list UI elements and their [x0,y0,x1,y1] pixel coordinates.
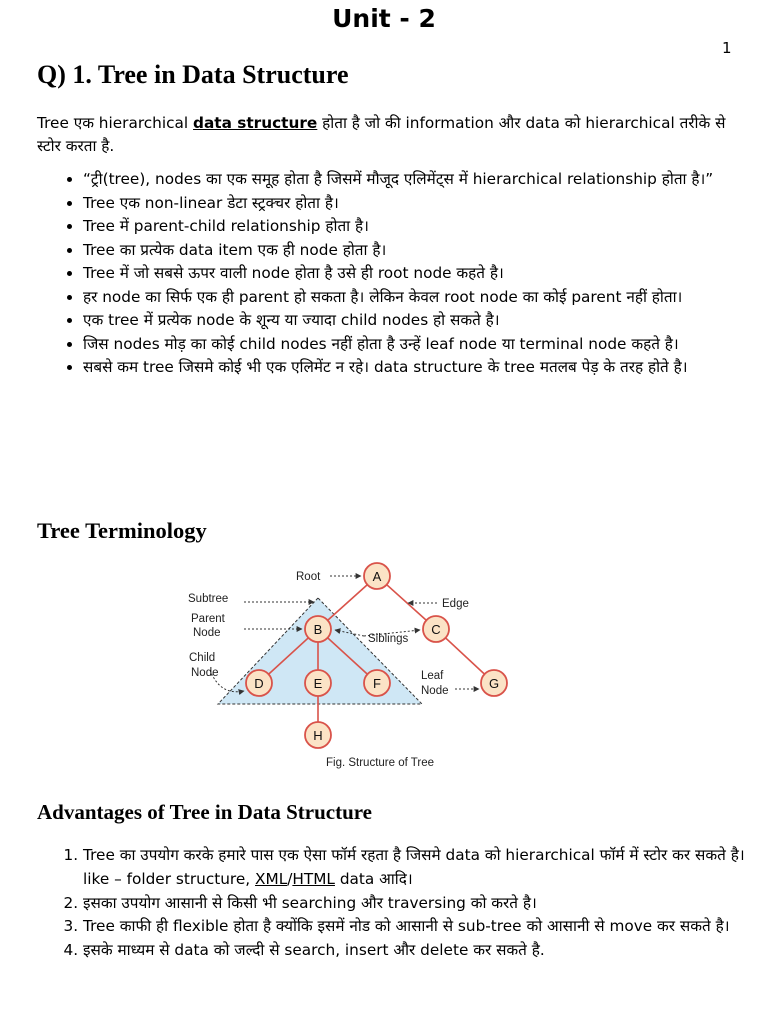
bullet-item: • सबसे कम tree जिसमे कोई भी एक एलिमेंट न रहे। data structure के tree मतलब पेड़ के तरह होते है। [83,356,763,380]
label-subtree: Subtree [188,593,229,605]
node-label-d: D [254,676,264,691]
terminology-heading: Tree Terminology [37,518,207,543]
label-child-node-1: Child [189,652,216,664]
bullet-item: • एक tree में प्रत्येक node के शून्य या ज्यादा child nodes हो सकते है। [83,309,763,333]
bullet-item: • Tree का प्रत्येक data item एक ही node होता है। [83,239,763,263]
advantages-heading: Advantages of Tree in Data Structure [37,800,373,824]
question-heading: Q) 1. Tree in Data Structure [37,60,349,89]
advantage-item [83,844,768,892]
intro-paragraph [37,112,737,158]
intro-text-1: Tree एक hierarchical [37,114,194,132]
diagram-caption: Fig. Structure of Tree [326,757,435,769]
bullet-item: • Tree एक non-linear डेटा स्ट्रक्चर होता है। [83,192,763,216]
node-label-b: B [313,622,323,637]
tree-diagram [180,560,520,775]
node-label-c: C [431,622,441,637]
advantage-text: Tree का उपयोग करके हमारे पास एक ऐसा फॉर्म रहता है जिसमे data को hierarchical फॉर्म में स्टोर कर सकते है। like – folder structure, [83,846,745,888]
label-leaf-node-1: Leaf [421,670,444,682]
bullet-item: • Tree में parent-child relationship होता है। [83,215,763,239]
label-leaf-node-2: Node [421,685,449,697]
node-label-e: E [313,676,323,691]
node-label-a: A [372,569,382,584]
unit-title: Unit - 2 [332,4,436,33]
html-link[interactable]: HTML [292,869,335,888]
advantage-item: 4. इसके माध्यम से data को जल्दी से search, insert और delete कर सकते है. [83,939,768,963]
advantage-item: 2. इसका उपयोग आसानी से किसी भी searching और traversing को करते है। [83,892,768,916]
label-siblings: Siblings [368,633,409,645]
label-edge: Edge [442,598,469,610]
bullet-item: • जिस nodes मोड़ का कोई child nodes नहीं होता है उन्हें leaf node या terminal node कहते है। [83,333,763,357]
slash-text: / [287,869,293,888]
bullet-item: • “ट्री(tree), nodes का एक समूह होता है जिसमें मौजूद एलिमेंट्स में hierarchical relationship होता है।” [83,168,763,192]
intro-text-2: होता है जो की information और data को hierarchical तरीके से स्टोर करता है. [37,114,726,155]
label-parent-node-1: Parent [191,613,225,625]
advantages-list [56,844,768,963]
node-label-g: G [488,676,500,691]
advantage-item: 3. Tree काफी ही flexible होता है क्योंकि इसमें नोड को आसानी से sub-tree को आसानी से move कर सकते है। [83,915,768,939]
page-number: 1 [722,39,732,57]
bullet-item: • हर node का सिर्फ एक ही parent हो सकता है। लेकिन केवल root node का कोई parent नहीं होता। [83,286,763,310]
label-child-node-2: Node [191,667,219,679]
advantage-text-end: data आदि। [334,869,413,888]
xml-link[interactable]: XML [255,869,288,888]
node-label-h: H [313,728,323,743]
tree-bullet-list [58,168,763,380]
data-structure-link[interactable]: data structure [193,114,318,132]
label-root: Root [296,571,321,583]
bullet-item: • Tree में जो सबसे ऊपर वाली node होता है उसे ही root node कहते है। [83,262,763,286]
label-parent-node-2: Node [193,627,221,639]
node-label-f: F [373,676,381,691]
